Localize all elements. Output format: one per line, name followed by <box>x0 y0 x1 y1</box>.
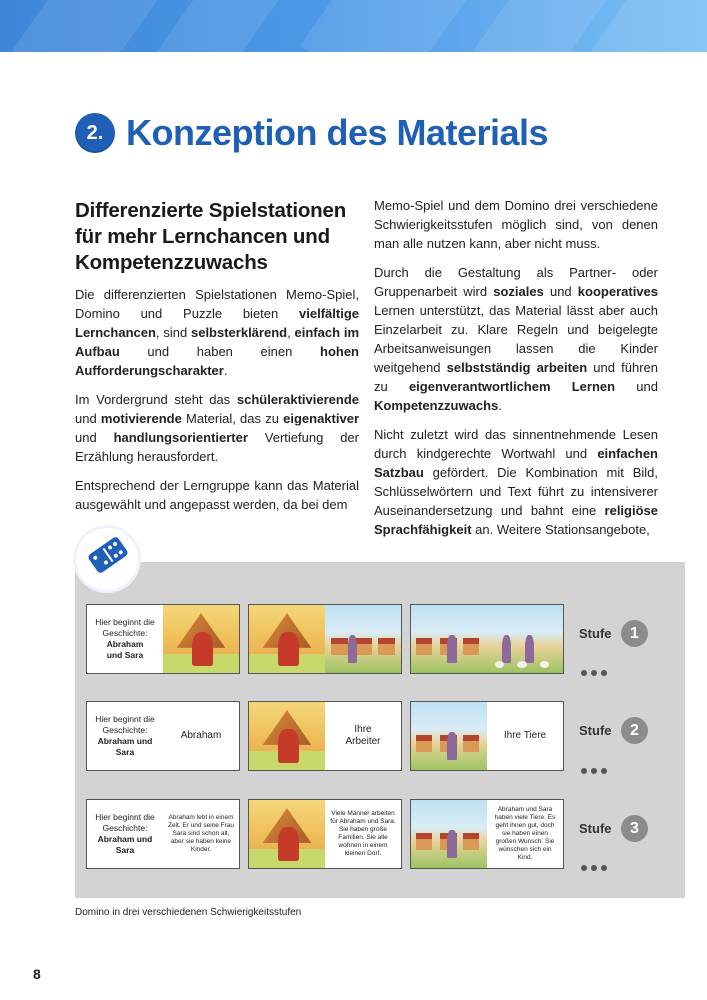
domino-illustration <box>325 605 401 673</box>
domino-illustration <box>487 605 563 673</box>
header-banner <box>0 0 707 52</box>
paragraph-3: Entsprechend der Lerngruppe kann das Material ausgewählt und angepasst werden, da bei dem <box>75 478 359 512</box>
domino-illustration <box>411 605 487 673</box>
difficulty-level-2 <box>579 717 648 744</box>
domino-illustration <box>411 800 487 868</box>
chapter-title: Konzeption des Materials <box>126 112 549 153</box>
domino-sentence: Abraham und Sara haben viele Tiere. Es geht ihnen gut, doch sie haben einen großen Wunsch: Sie wünschen sich ein Kind. <box>494 806 556 861</box>
page-number: 8 <box>33 966 41 982</box>
paragraph-2: Im Vordergrund steht das schüleraktivierende und motivierende Material, das zu eigenaktiver und handlungsorientierter Vertiefung der Erzählung herausfordert. <box>75 392 359 464</box>
domino-illustration <box>249 702 325 770</box>
domino-card <box>248 701 402 771</box>
chapter-heading <box>75 107 548 159</box>
domino-icon <box>87 536 129 575</box>
domino-illustration <box>411 702 487 770</box>
domino-card <box>410 604 564 674</box>
level-label: Stufe <box>579 723 612 738</box>
right-column <box>374 196 658 549</box>
ellipsis-dots-icon <box>581 768 607 774</box>
domino-illustration <box>163 605 239 673</box>
domino-start-text: Hier beginnt die Geschichte: Abraham und Sara <box>95 714 155 757</box>
ellipsis-dots-icon <box>581 670 607 676</box>
domino-card <box>248 799 402 869</box>
level-number-badge: 1 <box>621 620 648 647</box>
domino-start-text: Hier beginnt die Geschichte: Abraham und Sara <box>95 812 155 855</box>
domino-card <box>86 799 240 869</box>
domino-card <box>86 604 240 674</box>
level-label: Stufe <box>579 821 612 836</box>
domino-word: Ihre Tiere <box>503 730 547 741</box>
domino-illustration <box>249 605 325 673</box>
paragraph-4: Memo-Spiel und dem Domino drei verschiedene Schwierigkeitsstufen möglich sind, von denen man alle nutzen kann, aber nicht muss. <box>374 198 658 251</box>
chapter-number-badge: 2. <box>75 113 115 153</box>
difficulty-level-3 <box>579 815 648 842</box>
domino-start-text: Hier beginnt die Geschichte: Abraham und Sara <box>95 617 155 660</box>
figure-caption: Domino in drei verschiedenen Schwierigkeitsstufen <box>75 907 302 918</box>
left-column <box>75 198 359 524</box>
domino-word: Abraham <box>180 730 222 741</box>
paragraph-6: Nicht zuletzt wird das sinnentnehmende Lesen durch kindgerechte Wortwahl und einfachen Satzbau gefördert. Die Kombination mit Bild, Schlüsselwörtern und Text führt zu intensiverer Auseinandersetzung und bahnt eine religiöse Sprachfähigkeit an. Weitere Stationsangebote, <box>374 427 658 537</box>
section-heading: Differenzierte Spielstationen für mehr Lernchancen und Kompetenzzuwachs <box>75 199 347 274</box>
domino-card <box>248 604 402 674</box>
domino-card <box>410 799 564 869</box>
domino-illustration <box>249 800 325 868</box>
domino-word: Ihre Arbeiter <box>345 724 381 747</box>
domino-sentence: Viele Männer arbeiten für Abraham und Sara. Sie haben große Familien. Sie alle wohnen in einem kleinen Dorf. <box>330 810 396 857</box>
domino-badge <box>76 528 138 590</box>
level-label: Stufe <box>579 626 612 641</box>
domino-sentence: Abraham lebt in einem Zelt. Er und seine Frau Sara sind schon alt, aber sie haben keine Kinder. <box>167 814 235 853</box>
difficulty-level-1 <box>579 620 648 647</box>
ellipsis-dots-icon <box>581 865 607 871</box>
domino-card <box>86 701 240 771</box>
domino-card <box>410 701 564 771</box>
level-number-badge: 3 <box>621 815 648 842</box>
domino-panel <box>75 562 685 898</box>
paragraph-1: Die differenzierten Spielstationen Memo-Spiel, Domino und Puzzle bieten vielfältige Lernchancen, sind selbsterklärend, einfach im Aufbau und haben einen hohen Aufforderungscharakter. <box>75 287 359 378</box>
level-number-badge: 2 <box>621 717 648 744</box>
paragraph-5: Durch die Gestaltung als Partner- oder Gruppenarbeit wird soziales und kooperatives Lernen unterstützt, das Material lässt aber auch Einzelarbeit zu. Klare Regeln und beigelegte Arbeitsanweisungen lassen die Kinder weitgehend selbstständig arbeiten und führen zu eigenverantwortlichem Lernen und Kompetenzzuwachs. <box>374 265 658 413</box>
